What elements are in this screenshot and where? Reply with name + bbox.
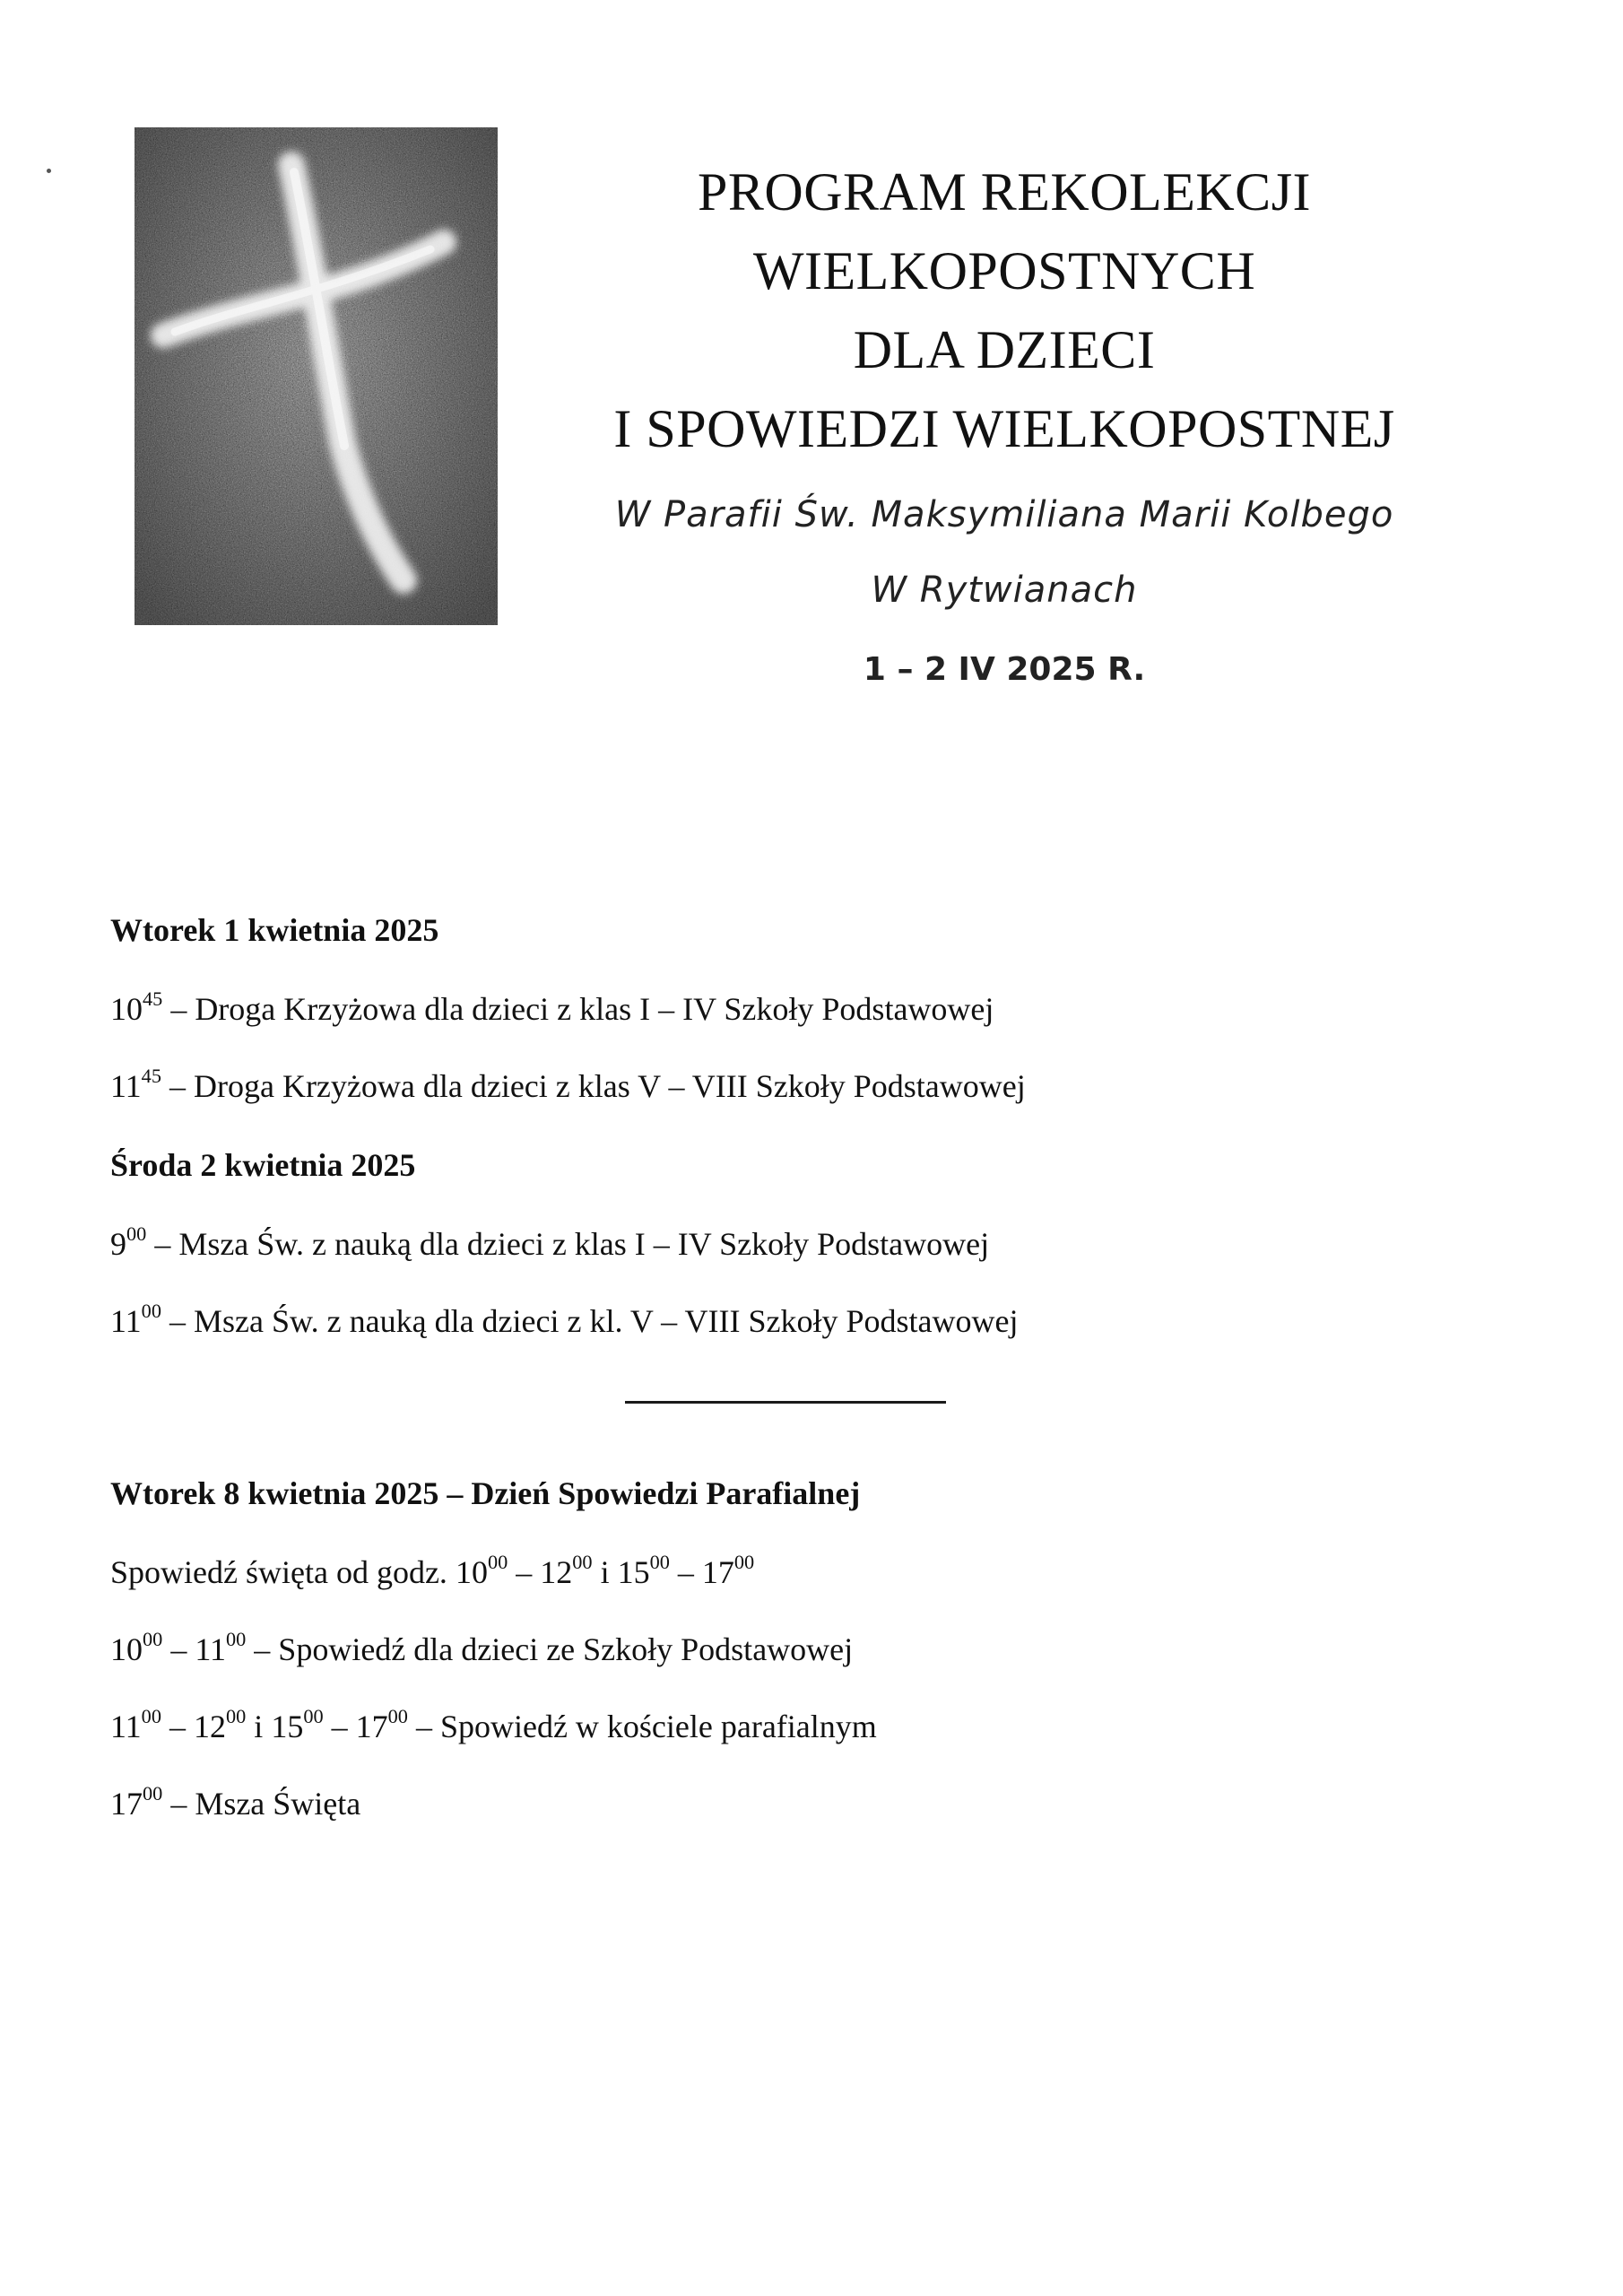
scan-speck bbox=[47, 169, 51, 173]
entry-text: – Msza Św. z nauką dla dzieci z klas I – IV Szkoły Podstawowej bbox=[146, 1226, 990, 1262]
time-minutes: 00 bbox=[303, 1705, 324, 1727]
entry-text: – Msza Św. z nauką dla dzieci z kl. V – VIII Szkoły Podstawowej bbox=[161, 1303, 1019, 1339]
time-hour: 15 bbox=[271, 1709, 304, 1744]
entry-text: – Spowiedź dla dzieci ze Szkoły Podstawowej bbox=[246, 1631, 854, 1667]
dash: – bbox=[161, 1709, 194, 1744]
time-minutes: 00 bbox=[649, 1551, 670, 1573]
title-line-1: PROGRAM REKOLEKCJI bbox=[697, 162, 1312, 222]
entry-time: 10 bbox=[110, 991, 143, 1027]
place-line: W Rytwianach bbox=[871, 570, 1138, 611]
dash: – bbox=[669, 1554, 702, 1590]
hours-prefix: Spowiedź święta od godz. bbox=[110, 1554, 456, 1590]
dash: – bbox=[323, 1709, 356, 1744]
entry-time-minutes: 45 bbox=[141, 1065, 161, 1087]
schedule-entry bbox=[110, 1064, 1545, 1109]
date-range: 1 – 2 IV 2025 R. bbox=[863, 651, 1146, 688]
time-hour: 17 bbox=[110, 1786, 143, 1822]
cross-in-ash-photo bbox=[135, 127, 498, 625]
time-hour: 10 bbox=[455, 1554, 488, 1590]
time-hour: 11 bbox=[110, 1709, 142, 1744]
conjunction: i bbox=[592, 1554, 618, 1590]
time-minutes: 00 bbox=[225, 1705, 247, 1727]
entry-time-minutes: 00 bbox=[126, 1222, 147, 1245]
cross-in-ash-icon bbox=[135, 127, 498, 625]
time-minutes: 00 bbox=[487, 1551, 508, 1573]
entry-text: – Droga Krzyżowa dla dzieci z klas V – VIII Szkoły Podstawowej bbox=[161, 1068, 1026, 1104]
entry-time: 9 bbox=[110, 1226, 126, 1262]
time-hour: 17 bbox=[355, 1709, 388, 1744]
entry-text: – Spowiedź w kościele parafialnym bbox=[407, 1709, 877, 1744]
time-minutes: 00 bbox=[733, 1551, 755, 1573]
time-hour: 17 bbox=[701, 1554, 734, 1590]
time-hour: 11 bbox=[195, 1631, 226, 1667]
entry-text: – Msza Święta bbox=[162, 1786, 361, 1822]
time-minutes: 00 bbox=[141, 1705, 161, 1727]
time-hour: 15 bbox=[617, 1554, 650, 1590]
confession-day-heading: Wtorek 8 kwietnia 2025 – Dzień Spowiedzi Parafialnej bbox=[110, 1475, 861, 1511]
time-minutes: 00 bbox=[143, 1628, 163, 1650]
entry-time-minutes: 00 bbox=[141, 1300, 161, 1322]
conjunction: i bbox=[246, 1709, 272, 1744]
section-divider bbox=[625, 1401, 946, 1404]
day-heading-tuesday: Wtorek 1 kwietnia 2025 bbox=[110, 912, 439, 948]
title-block bbox=[507, 152, 1502, 692]
dash: – bbox=[508, 1554, 541, 1590]
time-minutes: 00 bbox=[387, 1705, 408, 1727]
confession-hours-line bbox=[110, 1550, 1545, 1595]
kids-confession-line bbox=[110, 1627, 1545, 1672]
time-hour: 12 bbox=[540, 1554, 573, 1590]
entry-time: 11 bbox=[110, 1068, 142, 1104]
time-minutes: 00 bbox=[143, 1782, 163, 1805]
time-minutes: 00 bbox=[225, 1628, 247, 1650]
title-line-4: I SPOWIEDZI WIELKOPOSTNEJ bbox=[613, 399, 1395, 458]
church-confession-line bbox=[110, 1704, 1545, 1749]
confession-day-schedule bbox=[110, 1471, 1545, 1826]
kids-retreat-schedule bbox=[110, 908, 1545, 1344]
title-line-2: WIELKOPOSTNYCH bbox=[752, 241, 1256, 300]
schedule-entry bbox=[110, 1222, 1545, 1266]
entry-text: – Droga Krzyżowa dla dzieci z klas I – IV Szkoły Podstawowej bbox=[162, 991, 994, 1027]
time-minutes: 00 bbox=[572, 1551, 593, 1573]
dash: – bbox=[162, 1631, 195, 1667]
entry-time-minutes: 45 bbox=[143, 987, 163, 1010]
schedule-entry bbox=[110, 987, 1545, 1031]
mass-line bbox=[110, 1781, 1545, 1826]
day-heading-wednesday: Środa 2 kwietnia 2025 bbox=[110, 1147, 416, 1183]
time-hour: 10 bbox=[110, 1631, 143, 1667]
entry-time: 11 bbox=[110, 1303, 142, 1339]
title-line-3: DLA DZIECI bbox=[853, 320, 1156, 379]
time-hour: 12 bbox=[193, 1709, 226, 1744]
parish-line: W Parafii Św. Maksymiliana Marii Kolbego bbox=[614, 494, 1394, 535]
schedule-entry bbox=[110, 1299, 1545, 1344]
